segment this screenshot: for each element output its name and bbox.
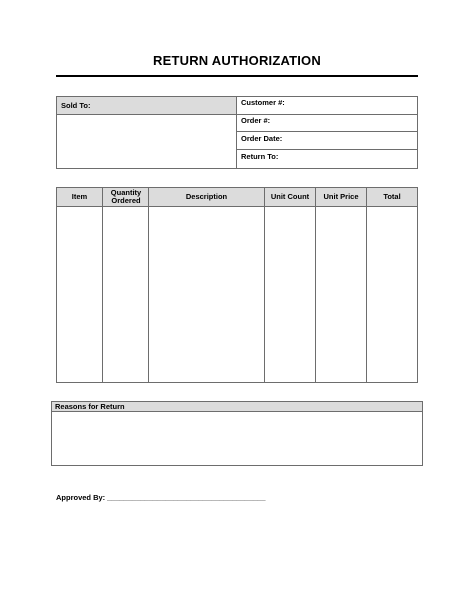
title-underline	[56, 75, 418, 77]
items-column-divider	[264, 187, 265, 383]
column-header-item: Item	[71, 192, 88, 202]
order-date-row-divider	[236, 149, 418, 150]
order-date-label: Order Date:	[241, 134, 283, 143]
items-table	[56, 187, 418, 383]
sold-to-header-divider	[56, 114, 237, 115]
column-header-description: Description	[185, 192, 228, 202]
approved-by-label: Approved By:	[56, 493, 106, 502]
items-column-divider	[102, 187, 103, 383]
page-title: RETURN AUTHORIZATION	[153, 53, 321, 68]
order-row-divider	[236, 131, 418, 132]
items-header-divider	[56, 206, 418, 207]
customer-row-divider	[236, 114, 418, 115]
info-column-divider	[236, 96, 237, 169]
items-column-divider	[148, 187, 149, 383]
column-header-unit-price: Unit Price	[323, 192, 359, 202]
items-column-divider	[366, 187, 367, 383]
column-header-total: Total	[383, 192, 401, 202]
order-number-label: Order #:	[241, 116, 271, 125]
column-header-quantity-ordered: Quantity Ordered	[110, 188, 142, 205]
reasons-for-return-label: Reasons for Return	[55, 402, 125, 411]
sold-to-label: Sold To:	[61, 101, 91, 110]
column-header-unit-count: Unit Count	[270, 192, 310, 202]
approved-by-signature-line: ______________________________________	[107, 493, 266, 502]
return-to-label: Return To:	[241, 152, 279, 161]
items-column-divider	[315, 187, 316, 383]
reasons-header-divider	[51, 411, 423, 412]
customer-number-label: Customer #:	[241, 98, 285, 107]
